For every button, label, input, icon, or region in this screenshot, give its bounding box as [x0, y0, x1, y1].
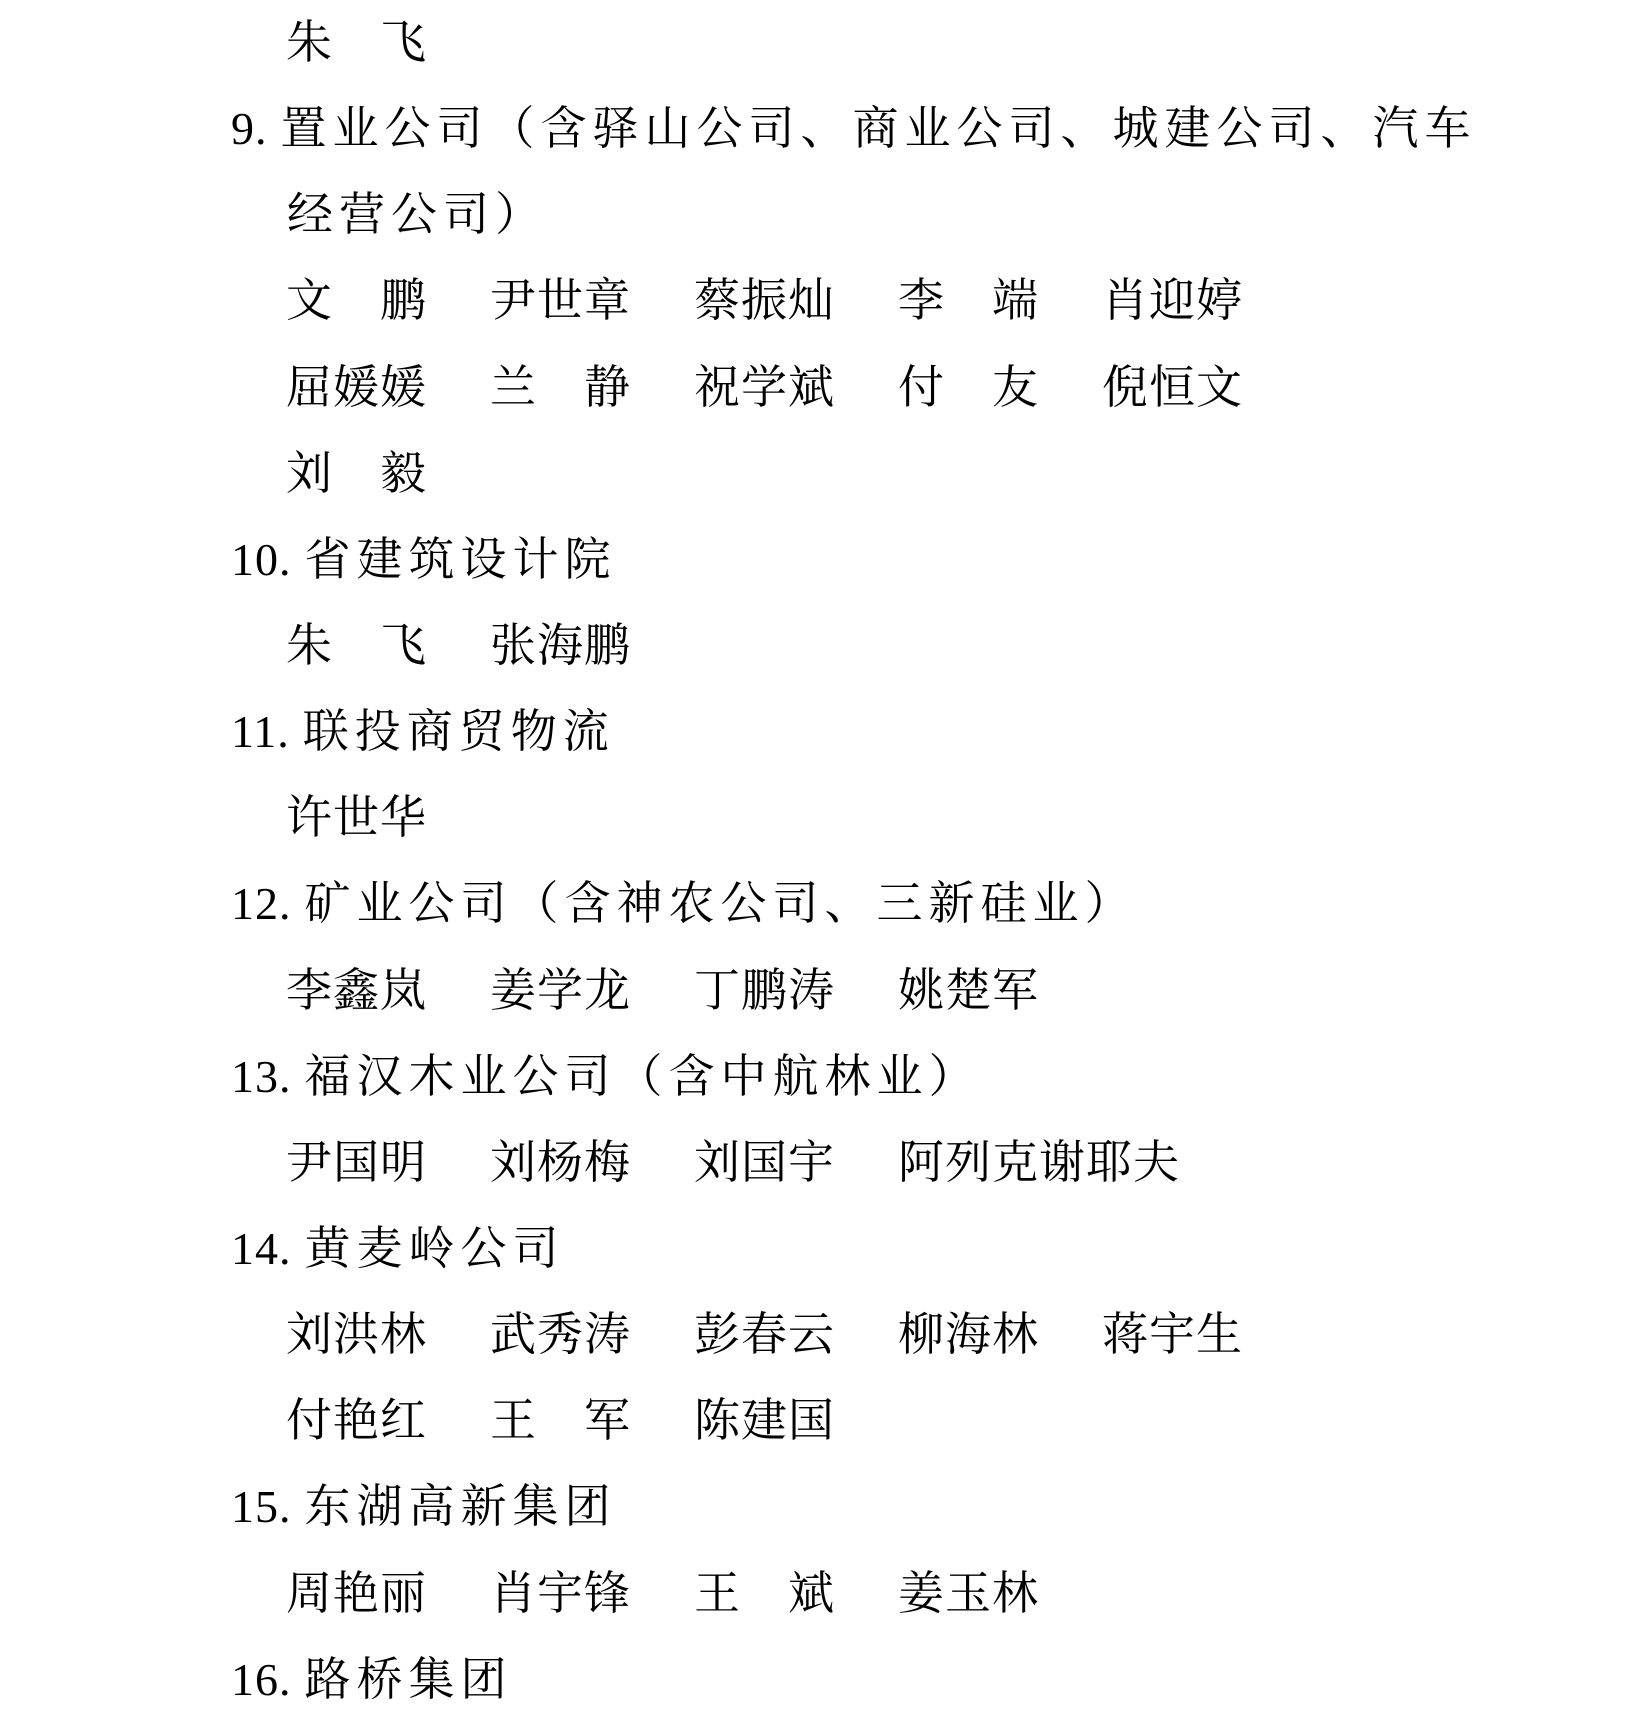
item-number: 15. [231, 1481, 292, 1533]
org-name: 福汉木业公司（含中航林业） [304, 1050, 981, 1102]
person-name: 李 端 [898, 275, 1039, 327]
person-name: 尹国明 [286, 1136, 427, 1188]
org-heading-continuation-line [0, 172, 1645, 258]
person-name: 刘杨梅 [490, 1136, 631, 1188]
person-name: 刘国宇 [694, 1136, 835, 1188]
person-name: 周艳丽 [286, 1567, 427, 1619]
org-name: 黄麦岭公司 [304, 1223, 565, 1275]
item-number: 14. [231, 1223, 292, 1275]
person-name: 付 友 [898, 361, 1039, 413]
person-name: 张海鹏 [490, 620, 631, 672]
person-name: 朱 飞 [286, 620, 427, 672]
org-heading-line [0, 861, 1645, 947]
person-name: 姜玉林 [898, 1567, 1039, 1619]
person-name: 文 鹏 [286, 275, 427, 327]
person-name: 兰 静 [490, 361, 631, 413]
names-line [0, 603, 1645, 689]
org-name: 矿业公司（含神农公司、三新硅业） [304, 878, 1137, 930]
person-name: 王 军 [490, 1395, 631, 1447]
person-name: 姜学龙 [490, 964, 631, 1016]
org-name-continuation: 经营公司） [287, 189, 547, 241]
person-name: 屈媛媛 [286, 361, 427, 413]
org-heading-line [0, 1206, 1645, 1292]
person-name: 肖宇锋 [490, 1567, 631, 1619]
person-name: 肖迎婷 [1102, 275, 1243, 327]
names-line [0, 431, 1645, 517]
person-name: 蒋宇生 [1102, 1309, 1243, 1361]
org-heading-line [0, 517, 1645, 603]
names-line [0, 258, 1645, 344]
org-heading-line [0, 1464, 1645, 1550]
person-name: 李鑫岚 [286, 964, 427, 1016]
person-name: 武秀涛 [490, 1309, 631, 1361]
person-name: 丁鹏涛 [694, 964, 835, 1016]
person-name: 祝学斌 [694, 361, 835, 413]
names-line [0, 345, 1645, 431]
person-name: 陈建国 [694, 1395, 835, 1447]
person-name: 尹世章 [490, 275, 631, 327]
item-number: 12. [231, 878, 292, 930]
item-number: 11. [231, 706, 290, 758]
person-name: 王 斌 [694, 1567, 835, 1619]
item-number: 10. [231, 533, 292, 585]
org-heading-line [0, 689, 1645, 775]
org-name: 联投商贸物流 [302, 706, 615, 758]
person-name: 蔡振灿 [694, 275, 835, 327]
org-name: 路桥集团 [304, 1653, 513, 1705]
item-number: 9. [231, 103, 268, 155]
person-name: 刘 毅 [286, 447, 427, 499]
person-name: 倪恒文 [1102, 361, 1243, 413]
person-name: 许世华 [286, 792, 427, 844]
person-name: 姚楚军 [898, 964, 1039, 1016]
names-line [0, 948, 1645, 1034]
org-name: 省建筑设计院 [304, 533, 617, 585]
person-name: 阿列克谢耶夫 [898, 1136, 1180, 1188]
names-line [0, 1120, 1645, 1206]
org-name: 东湖高新集团 [304, 1481, 617, 1533]
names-line [0, 1551, 1645, 1637]
names-line [0, 1378, 1645, 1464]
org-heading-line [0, 1637, 1645, 1723]
person-name: 刘洪林 [286, 1309, 427, 1361]
names-line [0, 0, 1645, 86]
org-heading-line [0, 1034, 1645, 1120]
org-name: 置业公司（含驿山公司、商业公司、城建公司、汽车 [280, 103, 1477, 155]
person-name: 朱 飞 [286, 17, 427, 69]
person-name: 彭春云 [694, 1309, 835, 1361]
person-name: 柳海林 [898, 1309, 1039, 1361]
item-number: 16. [231, 1653, 292, 1705]
item-number: 13. [231, 1050, 292, 1102]
names-line [0, 775, 1645, 861]
org-heading-line [0, 86, 1645, 172]
person-name: 付艳红 [286, 1395, 427, 1447]
names-line [0, 1292, 1645, 1378]
